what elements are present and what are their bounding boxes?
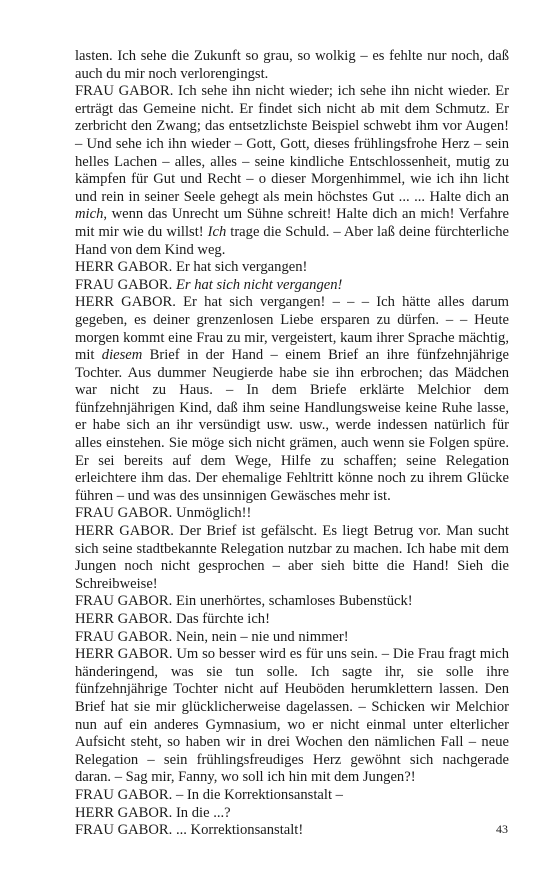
- paragraph: [75, 277, 509, 295]
- paragraph: [75, 523, 509, 593]
- text-run: HERR GABOR. Er hat sich vergangen!: [75, 259, 308, 276]
- paragraph: [75, 787, 509, 805]
- paragraph: [75, 593, 509, 611]
- paragraph: [75, 629, 509, 647]
- text-run: FRAU GABOR. Unmöglich!!: [75, 505, 252, 522]
- paragraph: [75, 294, 509, 505]
- text-run: HERR GABOR. Um so besser wird es für uns sein. – Die Frau fragt mich händeringend, was sie tun solle. Ich sagte ihr, sie solle ihre fünfzehnjährige Tochter nicht auf Heuböden herumklettern lassen. Den Brief hat sie mir glücklicherweise dagelassen. – Schicken wir Melchior nun auf ein anderes Gymnasium, wo er nicht einmal unter elterlicher Aufsicht steht, so haben wir in drei Wochen den nämlichen Fall – neue Relegation – sein frühlingsfreudiges Herz gewöhnt sich nachgerade daran. – Sag mir, Fanny, wo soll ich hin mit dem Jungen?!: [75, 646, 509, 786]
- paragraph: [75, 646, 509, 787]
- paragraph: [75, 505, 509, 523]
- text-run: FRAU GABOR. Ein unerhörtes, schamloses Bubenstück!: [75, 593, 413, 610]
- text-run: HERR GABOR. Das fürchte ich!: [75, 611, 270, 627]
- emphasized-text: diesem: [101, 347, 143, 364]
- emphasized-text: Ich: [207, 223, 227, 240]
- body-text: [75, 48, 509, 840]
- text-run: , wenn das Unrecht um Sühne schreit! Halte dich an mich! Verfahre mit mir wie du willst!: [75, 206, 509, 240]
- text-run: HERR GABOR. In die ...?: [75, 804, 231, 821]
- emphasized-text: Er hat sich nicht vergangen!: [175, 276, 343, 293]
- paragraph: [75, 259, 509, 277]
- text-run: FRAU GABOR. ... Korrektionsanstalt!: [75, 822, 304, 839]
- text-run: HERR GABOR. Er hat sich vergangen! – – – Ich hätte alles darum gegeben, es deiner grenzenlosen Liebe ersparen zu dürfen. – – Heute morgen kommt eine Frau zu mir, vergeistert, kaum ihrer Sprache mächtig, mit: [75, 294, 509, 364]
- paragraph: [75, 83, 509, 259]
- paragraph: [75, 822, 509, 840]
- text-run: FRAU GABOR. – In die Korrektionsanstalt –: [75, 786, 343, 803]
- text-run: Brief in der Hand – einem Brief an ihre fünfzehnjährige Tochter. Aus dummer Neugierde habe sie ihn erbrochen; das Mädchen war nicht zu Haus. – In dem Briefe erklärte Melchior dem fünfzehnjährigen Kind, daß ihm seine Handlungsweise keine Ruhe lasse, er habe sich an ihr versündigt usw. usw., werde indessen natürlich für alles einstehen. Sie möge sich nicht grämen, auch wenn sie Folgen spüre. Er sei bereits auf dem Wege, Hilfe zu schaffen; seine Relegation erleichtere ihm das. Der ehemalige Fehltritt könne noch zu ihrem Glücke führen – und was des unsinnigen Gewäsches mehr ist.: [75, 347, 509, 504]
- text-run: FRAU GABOR. Ich sehe ihn nicht wieder; ich sehe ihn nicht wieder. Er erträgt das Gemeine nicht. Er findet sich nicht ab mit dem Schmutz. Er zerbricht den Zwang; das entsetzlichste Beispiel schwebt ihm vor Augen! – Und sehe ich ihn wieder – Gott, Gott, dieses frühlingsfrohe Herz – sein helles Lachen – alles, alles – seine kindliche Entschlossenheit, mutig zu kämpfen für Gut und Recht – o dieser Morgenhimmel, wie ich ihn licht und rein in seiner Seele gehegt als mein höchstes Gut ... ... Halte dich an: [75, 83, 509, 205]
- paragraph: [75, 805, 509, 823]
- paragraph: [75, 611, 509, 629]
- emphasized-text: mich: [75, 206, 104, 223]
- text-run: HERR GABOR. Der Brief ist gefälscht. Es liegt Betrug vor. Man sucht sich seine stadtbekannte Relegation nutzbar zu machen. Ich habe mit dem Jungen noch nicht gesprochen – aber sieh bitte die Hand! Sieh die Schreibweise!: [75, 523, 509, 592]
- text-run: FRAU GABOR.: [75, 276, 176, 293]
- page-number: 43: [496, 822, 508, 836]
- text-run: trage die Schuld. – Aber laß deine fürchterliche Hand von dem Kind weg.: [75, 223, 510, 258]
- text-run: FRAU GABOR. Nein, nein – nie und nimmer!: [75, 628, 349, 645]
- paragraph: [75, 48, 509, 83]
- text-run: lasten. Ich sehe die Zukunft so grau, so wolkig – es fehlte nur noch, daß auch du mir noch verlorengingst.: [75, 48, 509, 82]
